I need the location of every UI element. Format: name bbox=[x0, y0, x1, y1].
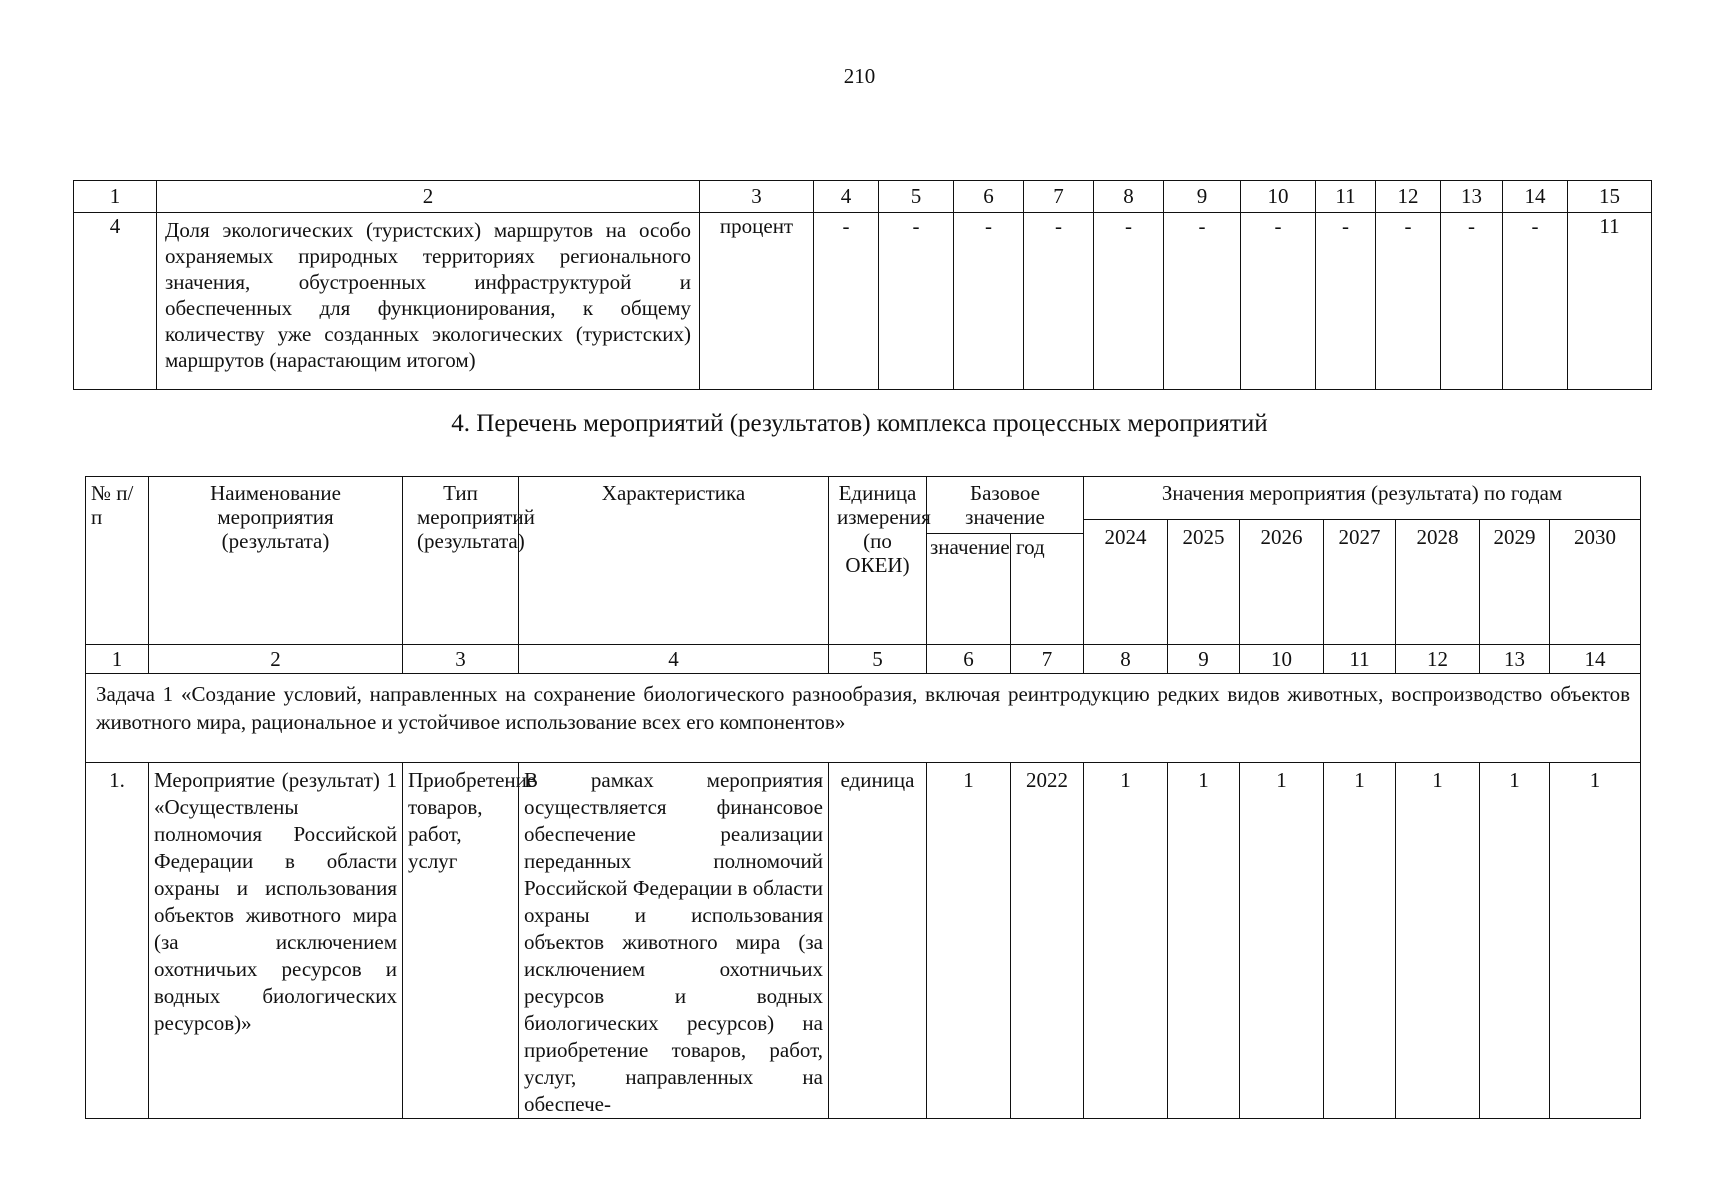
column-header: 1 bbox=[74, 181, 157, 213]
task-row: Задача 1 «Создание условий, направленных на сохранение биологического разнообразия, включая реинтродукцию редких видов животных, воспроизводство объектов животного мира, рациональное и устойчивое использование всех его компонентов» bbox=[86, 674, 1641, 763]
column-index: 14 bbox=[1550, 645, 1641, 674]
page-number: 210 bbox=[843, 64, 876, 88]
value-cell: - bbox=[1164, 213, 1241, 390]
column-header: 11 bbox=[1316, 181, 1376, 213]
activity-value-2025: 1 bbox=[1168, 763, 1240, 1119]
value-cell: - bbox=[1441, 213, 1503, 390]
activity-value-2029: 1 bbox=[1480, 763, 1550, 1119]
header-base-value: значение bbox=[927, 534, 1011, 645]
activity-value-2026: 1 bbox=[1240, 763, 1324, 1119]
activity-name: Мероприятие (результат) 1 «Осуществлены полномочия Российской Федерации в области охраны и использования объектов животного мира (за исключением охотничьих ресурсов и водных биологических ресурсов)» bbox=[149, 763, 403, 1119]
column-header: 7 bbox=[1024, 181, 1094, 213]
column-index-row bbox=[86, 645, 1641, 674]
value-cell: - bbox=[1503, 213, 1568, 390]
column-index: 12 bbox=[1396, 645, 1480, 674]
column-index: 3 bbox=[403, 645, 519, 674]
activity-number: 1. bbox=[86, 763, 149, 1119]
header-base-year: год bbox=[1011, 534, 1084, 645]
column-index: 9 bbox=[1168, 645, 1240, 674]
column-index: 13 bbox=[1480, 645, 1550, 674]
value-cell: - bbox=[879, 213, 954, 390]
year-2029: 2029 bbox=[1480, 520, 1550, 645]
activities-table bbox=[85, 476, 1641, 1119]
section-title: 4. Перечень мероприятий (результатов) комплекса процессных мероприятий bbox=[451, 410, 1268, 437]
year-2028: 2028 bbox=[1396, 520, 1480, 645]
row-number: 4 bbox=[74, 213, 157, 390]
column-header: 12 bbox=[1376, 181, 1441, 213]
column-index: 8 bbox=[1084, 645, 1168, 674]
column-index: 6 bbox=[927, 645, 1011, 674]
year-2025: 2025 bbox=[1168, 520, 1240, 645]
activity-value-2028: 1 bbox=[1396, 763, 1480, 1119]
value-cell: - bbox=[1024, 213, 1094, 390]
header-base: Базовое значение bbox=[927, 477, 1084, 534]
table-header-row bbox=[74, 181, 1652, 213]
year-2027: 2027 bbox=[1324, 520, 1396, 645]
header-num: № п/п bbox=[86, 477, 149, 645]
header-unit: Единица измерения (по ОКЕИ) bbox=[829, 477, 927, 645]
value-cell: - bbox=[954, 213, 1024, 390]
value-cell: - bbox=[1241, 213, 1316, 390]
column-index: 1 bbox=[86, 645, 149, 674]
header-characteristic: Характеристика bbox=[519, 477, 829, 645]
column-header: 4 bbox=[814, 181, 879, 213]
column-header: 2 bbox=[157, 181, 700, 213]
table-row bbox=[86, 763, 1641, 1119]
header-type: Тип мероприятий (результата) bbox=[403, 477, 519, 645]
column-index: 2 bbox=[149, 645, 403, 674]
value-cell: 11 bbox=[1568, 213, 1652, 390]
indicator-name: Доля экологических (туристских) маршрутов на особо охраняемых природных территориях регионального значения, обустроенных инфраструктурой и обеспеченных для функционирования, к общему количеству уже созданных экологических (туристских) маршрутов (нарастающим итогом) bbox=[157, 213, 700, 390]
year-2024: 2024 bbox=[1084, 520, 1168, 645]
column-index: 10 bbox=[1240, 645, 1324, 674]
activity-value-2027: 1 bbox=[1324, 763, 1396, 1119]
value-cell: - bbox=[1094, 213, 1164, 390]
unit-cell: процент bbox=[700, 213, 814, 390]
column-header: 8 bbox=[1094, 181, 1164, 213]
column-header: 9 bbox=[1164, 181, 1241, 213]
indicators-table bbox=[73, 180, 1652, 390]
column-header: 5 bbox=[879, 181, 954, 213]
column-header: 14 bbox=[1503, 181, 1568, 213]
activity-value-2024: 1 bbox=[1084, 763, 1168, 1119]
activity-characteristic: В рамках мероприятия осуществляется финансовое обеспечение реализации переданных полномочий Российской Федерации в области охраны и использования объектов животного мира (за исключением охотничьих ресурсов и водных биологических ресурсов) на приобретение товаров, работ, услуг, направленных на обеспече- bbox=[519, 763, 829, 1119]
column-index: 11 bbox=[1324, 645, 1396, 674]
column-index: 4 bbox=[519, 645, 829, 674]
value-cell: - bbox=[1316, 213, 1376, 390]
activity-type: Приобретение товаров, работ, услуг bbox=[403, 763, 519, 1119]
column-index: 5 bbox=[829, 645, 927, 674]
activity-base-year: 2022 bbox=[1011, 763, 1084, 1119]
year-2026: 2026 bbox=[1240, 520, 1324, 645]
column-header: 13 bbox=[1441, 181, 1503, 213]
activity-base-value: 1 bbox=[927, 763, 1011, 1119]
column-index: 7 bbox=[1011, 645, 1084, 674]
column-header: 6 bbox=[954, 181, 1024, 213]
table-row bbox=[74, 213, 1652, 390]
value-cell: - bbox=[814, 213, 879, 390]
year-2030: 2030 bbox=[1550, 520, 1641, 645]
column-header: 3 bbox=[700, 181, 814, 213]
column-header: 15 bbox=[1568, 181, 1652, 213]
activity-unit: единица bbox=[829, 763, 927, 1119]
column-header: 10 bbox=[1241, 181, 1316, 213]
header-values-by-year: Значения мероприятия (результата) по годам bbox=[1084, 477, 1641, 520]
value-cell: - bbox=[1376, 213, 1441, 390]
header-name: Наименование мероприятия (результата) bbox=[149, 477, 403, 645]
activity-value-2030: 1 bbox=[1550, 763, 1641, 1119]
